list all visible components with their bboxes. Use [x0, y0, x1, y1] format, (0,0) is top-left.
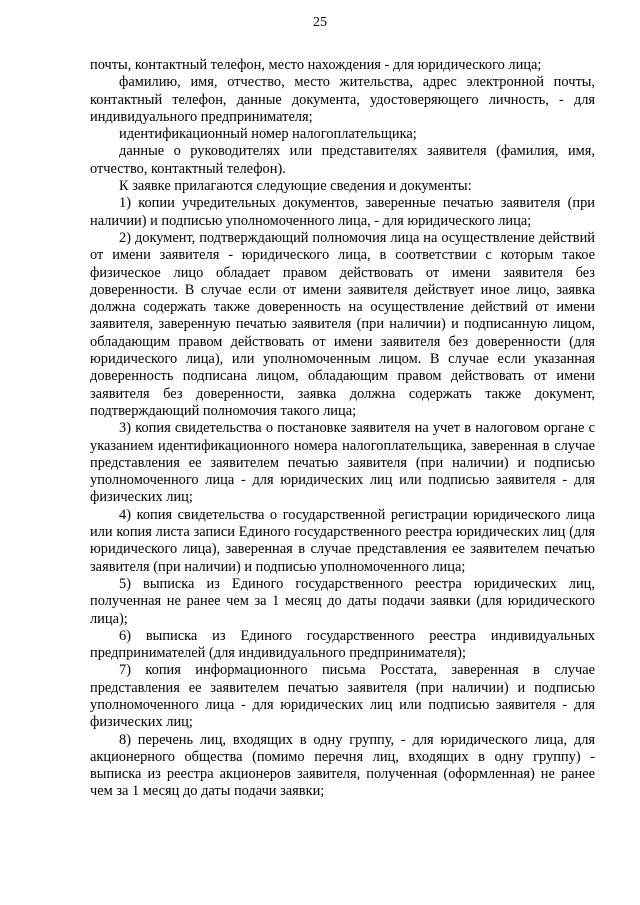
- list-item: 1) копии учредительных документов, заверенные печатью заявителя (при наличии) и подписью уполномоченного лица, - для юридического лица;: [90, 195, 595, 229]
- list-item: 2) документ, подтверждающий полномочия лица на осуществление действий от имени заявителя - юридического лица, в соответствии с которым такое физическое лицо обладает правом действовать от имени заявителя без доверенности. В случае если от имени заявителя действует иное лицо, заявка должна содержать также доверенность на осуществление действий от имени заявителя, заверенную печатью заявителя (при наличии) и подписанную лицом, обладающим правом действовать от имени заявителя без доверенности (для юридического лица), или уполномоченным лицом. В случае если указанная доверенность подписана лицом, обладающим правом действовать от имени заявителя без доверенности, заявка должна содержать также документ, подтверждающий полномочия такого лица;: [90, 229, 595, 419]
- list-item: 5) выписка из Единого государственного реестра юридических лиц, полученная не ранее чем за 1 месяц до даты подачи заявки (для юридического лица);: [90, 575, 595, 627]
- page-number: 25: [313, 15, 327, 30]
- list-item: 7) копия информационного письма Росстата, заверенная в случае представления ее заявителем печатью заявителя (при наличии) и подписью уполномоченного лица - для юридических лиц или подписью заявителя - для физических лиц;: [90, 662, 595, 731]
- document-body: [90, 57, 595, 801]
- list-item: 4) копия свидетельства о государственной регистрации юридического лица или копия листа записи Единого государственного реестра юридических лиц (для юридического лица), заверенная в случае представления ее заявителем печатью заявителя (при наличии) и подписью уполномоченного лица;: [90, 506, 595, 575]
- list-item: 8) перечень лиц, входящих в одну группу, - для юридического лица, для акционерного общества (помимо перечня лиц, входящих в одну группу) - выписка из реестра акционеров заявителя, полученная (оформленная) не ранее чем за 1 месяц до даты подачи заявки;: [90, 731, 595, 800]
- list-item: 6) выписка из Единого государственного реестра индивидуальных предпринимателей (для индивидуального предпринимателя);: [90, 627, 595, 662]
- list-item: 3) копия свидетельства о постановке заявителя на учет в налоговом органе с указанием идентификационного номера налогоплательщика, заверенная в случае представления ее заявителем печатью заявителя (при наличии) и подписью уполномоченного лица - для юридических лиц или подписью заявителя - для физических лиц;: [90, 420, 595, 506]
- paragraph: фамилию, имя, отчество, место жительства, адрес электронной почты, контактный телефон, данные документа, удостоверяющего личность, - для индивидуального предпринимателя;: [90, 74, 595, 125]
- paragraph: данные о руководителях или представителях заявителя (фамилия, имя, отчество, контактный телефон).: [90, 143, 595, 177]
- paragraph: идентификационный номер налогоплательщика;: [119, 126, 417, 143]
- paragraph: К заявке прилагаются следующие сведения и документы:: [119, 178, 472, 195]
- paragraph: почты, контактный телефон, место нахождения - для юридического лица;: [90, 57, 542, 73]
